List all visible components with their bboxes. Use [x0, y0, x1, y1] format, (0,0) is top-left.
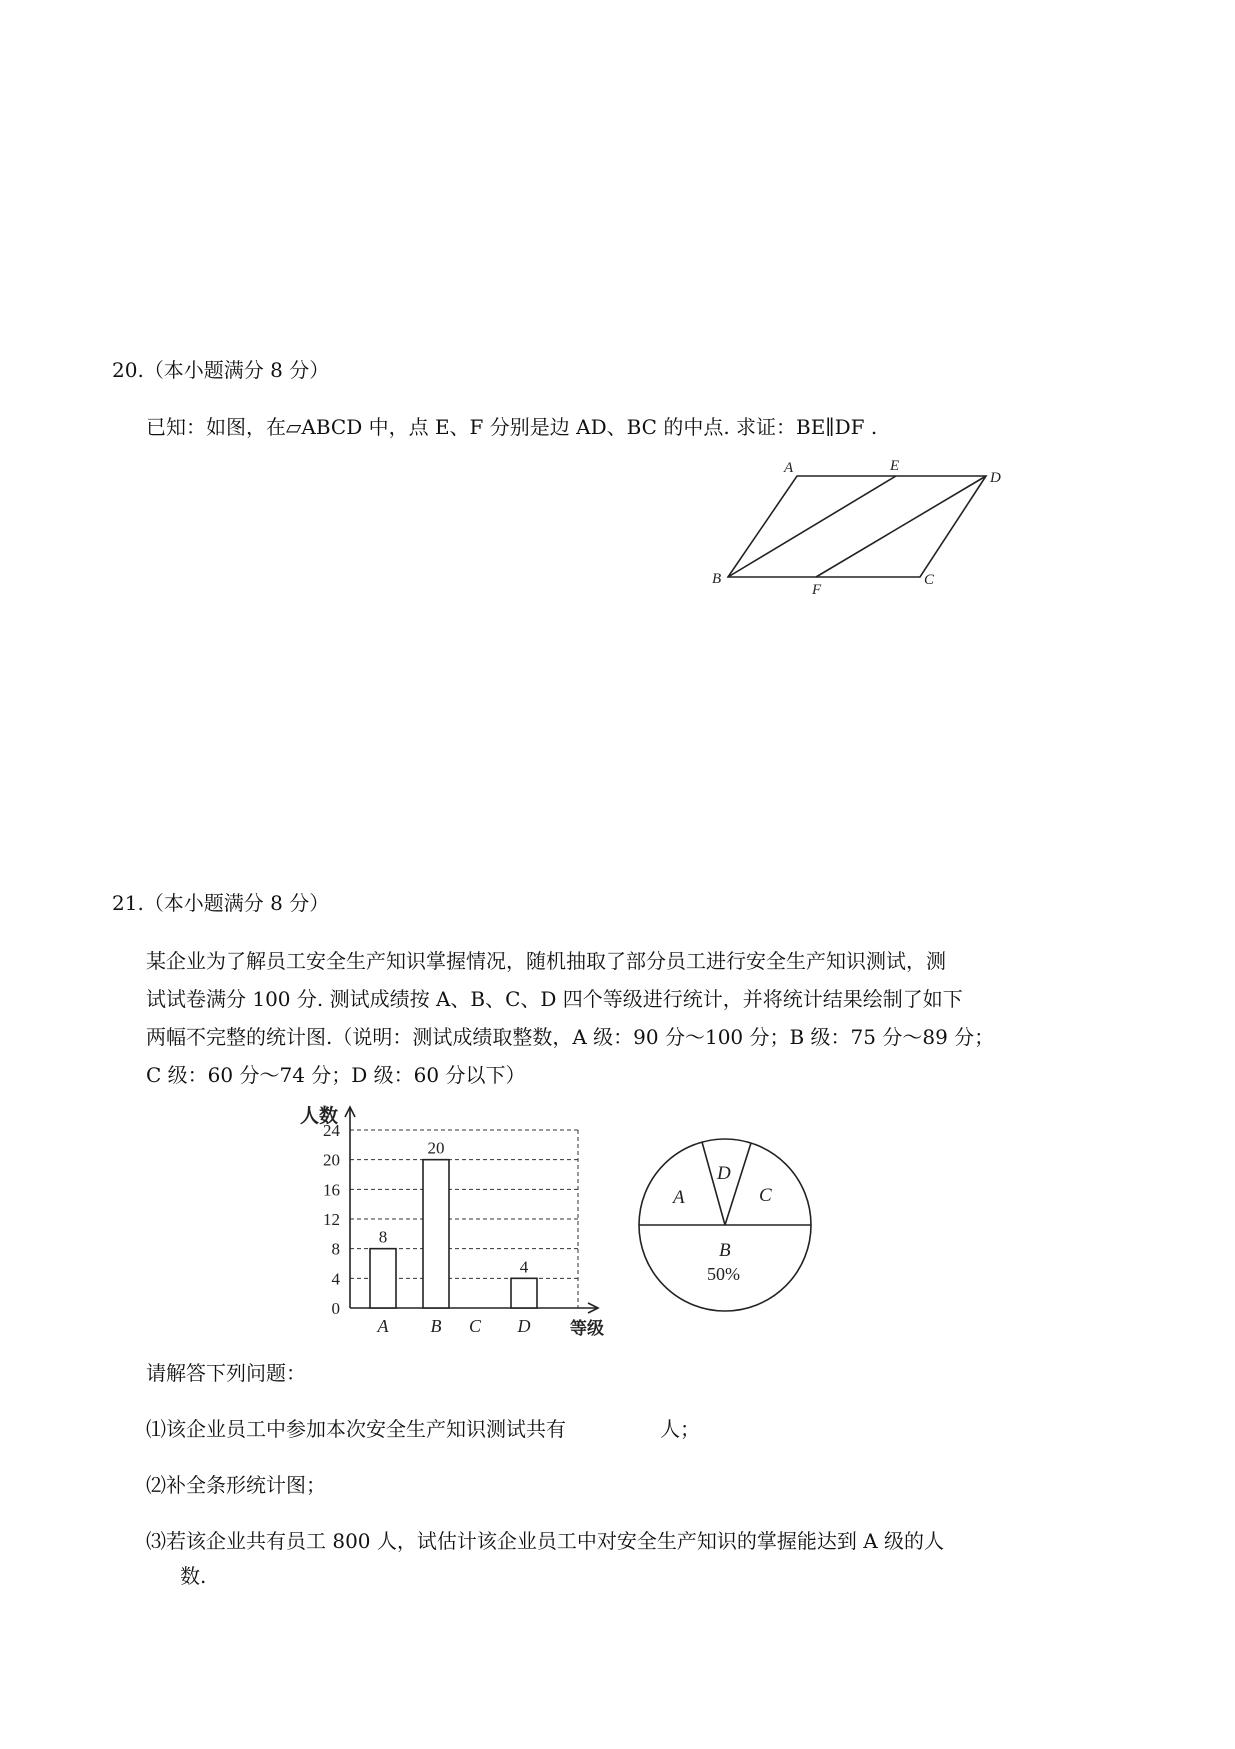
- q21-sub2-text: 补全条形统计图；: [166, 1473, 326, 1497]
- pie-chart: [635, 1135, 815, 1315]
- bar-a: [370, 1249, 396, 1308]
- xtick-label-d: D: [517, 1316, 531, 1336]
- q21-number: 21.: [112, 891, 144, 915]
- pie-label-a: A: [673, 1187, 685, 1208]
- q21-sub2: [146, 1471, 326, 1499]
- data-label-a: 8: [378, 1227, 388, 1247]
- q21-sub1-unit: 人；: [660, 1417, 700, 1441]
- x-axis-title: 等级: [570, 1319, 604, 1338]
- label-d: D: [990, 470, 1001, 486]
- ytick-label-4: 4: [331, 1269, 340, 1289]
- label-e: E: [890, 458, 900, 474]
- ytick-label-24: 24: [323, 1121, 340, 1140]
- pie-divider-d-right: [725, 1143, 751, 1225]
- q21-sub3-line2: 数.: [180, 1564, 207, 1588]
- ytick-label-16: 16: [323, 1180, 340, 1200]
- data-label-d: 4: [519, 1257, 529, 1277]
- data-label-b: 20: [427, 1138, 445, 1158]
- q20-header: （本小题满分 8 分）: [143, 358, 330, 382]
- label-f: F: [812, 582, 822, 598]
- parallelogram-figure: [700, 450, 1020, 600]
- segment-fd: [816, 476, 986, 577]
- q21-sub1: [146, 1415, 700, 1443]
- ytick-label-20: 20: [323, 1150, 340, 1170]
- pie-label-c: C: [759, 1185, 772, 1206]
- xtick-label-a: A: [377, 1316, 389, 1336]
- q21-paragraph-line4: C 级：60 分～74 分；D 级：60 分以下）: [146, 1063, 526, 1087]
- label-a: A: [784, 460, 794, 476]
- q21-sub3: [146, 1527, 944, 1555]
- ytick-label-0: 0: [331, 1299, 340, 1318]
- bar-b: [423, 1160, 449, 1308]
- bar-chart: [300, 1100, 630, 1345]
- ytick-label-12: 12: [323, 1210, 340, 1229]
- segment-be: [728, 476, 896, 577]
- bar-d: [511, 1278, 537, 1308]
- q21-header: （本小题满分 8 分）: [143, 891, 330, 915]
- q21-sub3-text-line1: 若该企业共有员工 800 人，试估计该企业员工中对安全生产知识的掌握能达到 A 级的人: [166, 1529, 945, 1553]
- q20-number: 20.: [112, 358, 144, 382]
- q21-sub2-number: ⑵: [146, 1473, 166, 1497]
- q21-paragraph-line2: 试试卷满分 100 分. 测试成绩按 A、B、C、D 四个等级进行统计，并将统计结果绘制了如下: [146, 987, 963, 1011]
- q21-heading: [112, 889, 329, 917]
- pie-label-d: D: [717, 1163, 731, 1184]
- label-b: B: [712, 571, 722, 587]
- q21-prompt: 请解答下列问题：: [146, 1361, 306, 1385]
- pie-annotation-b: 50%: [707, 1264, 740, 1284]
- parallelogram-abcd: [728, 476, 986, 577]
- q20-heading: [112, 356, 329, 384]
- q21-sub1-text: 该企业员工中参加本次安全生产知识测试共有: [166, 1417, 566, 1441]
- q21-sub3-number: ⑶: [146, 1529, 166, 1553]
- pie-label-b: B: [719, 1240, 731, 1261]
- q21-sub1-number: ⑴: [146, 1417, 166, 1441]
- q21-paragraph-line3: 两幅不完整的统计图.（说明：测试成绩取整数，A 级：90 分～100 分；B 级：75 分～89 分；: [146, 1025, 995, 1049]
- label-c: C: [924, 572, 935, 588]
- ytick-label-8: 8: [331, 1239, 340, 1259]
- xtick-label-b: B: [430, 1316, 442, 1336]
- xtick-label-c: C: [468, 1316, 482, 1336]
- q20-statement: 已知：如图，在▱ABCD 中，点 E、F 分别是边 AD、BC 的中点. 求证：BE∥DF .: [146, 415, 878, 439]
- q21-paragraph-line1: 某企业为了解员工安全生产知识掌握情况，随机抽取了部分员工进行安全生产知识测试，测: [146, 949, 946, 973]
- y-axis-title: 人数: [300, 1106, 339, 1127]
